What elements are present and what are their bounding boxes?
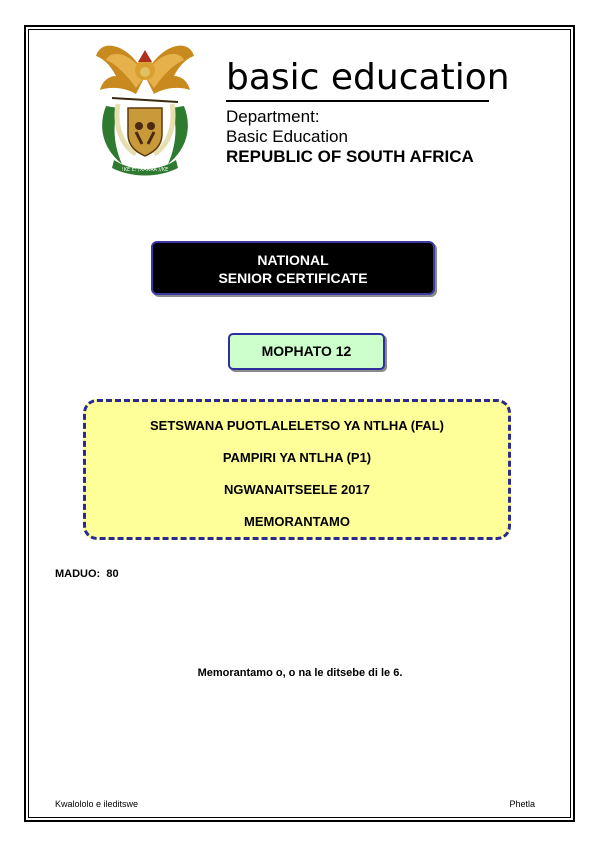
exam-subject: SETSWANA PUOTLALELETSO YA NTLHA (FAL)	[150, 418, 444, 433]
department-name: Basic Education	[226, 127, 348, 146]
coat-of-arms-logo	[92, 36, 198, 176]
brand-divider	[226, 100, 489, 102]
certificate-line-1: NATIONAL	[257, 252, 329, 268]
svg-text:!KE E: /XARRA //KE: !KE E: /XARRA //KE	[121, 167, 169, 173]
total-marks: MADUO: 80	[55, 568, 119, 580]
page-count-note: Memorantamo o, o na le ditsebe di le 6.	[197, 667, 403, 679]
document-type: MEMORANTAMO	[244, 514, 350, 529]
certificate-line-2: SENIOR CERTIFICATE	[218, 270, 368, 286]
grade-badge: MOPHATO 12	[228, 333, 385, 370]
footer-turn-over: Phetla	[509, 799, 535, 809]
exam-session: NGWANAITSEELE 2017	[224, 482, 370, 497]
certificate-banner	[151, 241, 435, 295]
brand-wordmark: basic education	[226, 57, 510, 98]
country-name: REPUBLIC OF SOUTH AFRICA	[226, 147, 474, 166]
exam-paper: PAMPIRI YA NTLHA (P1)	[222, 450, 372, 465]
exam-info-box	[83, 399, 511, 540]
department-label: Department:	[226, 107, 320, 126]
footer-copyright: Kwalololo e ileditswe	[55, 799, 139, 809]
